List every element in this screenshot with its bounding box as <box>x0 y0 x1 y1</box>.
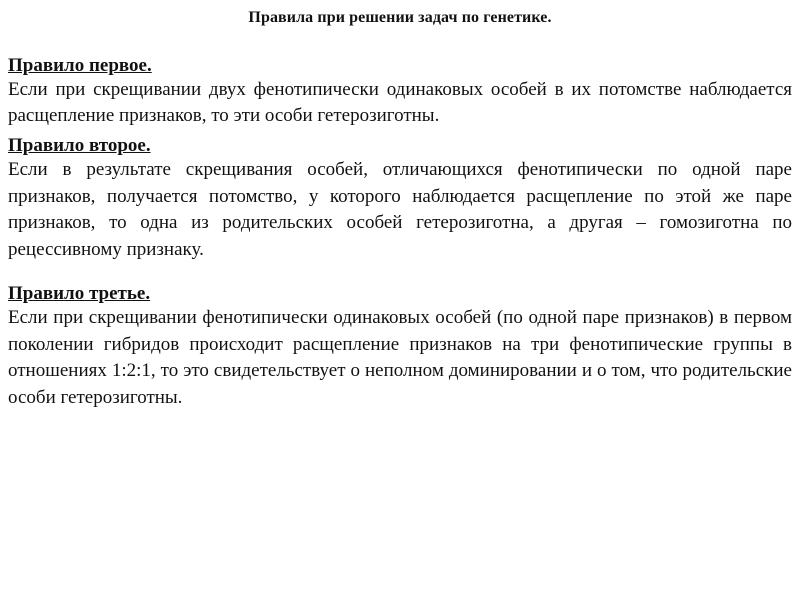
document-title: Правила при решении задач по генетике. <box>248 9 552 26</box>
rule-three-heading: Правило третье. <box>8 283 151 304</box>
rule-two <box>8 135 792 263</box>
rule-three-text: Если при скрещивании фенотипически одинаковых особей (по одной паре признаков) в первом поколении гибридов происходит расщепление признаков на три фенотипические группы в отношениях 1:2:1, то это свидетельствует о неполном доминировании и о том, что родительские особи гетерозиготны. <box>8 307 792 408</box>
rule-two-heading: Правило второе. <box>8 135 151 156</box>
rule-two-text: Если в результате скрещивания особей, отличающихся фенотипически по одной паре признаков, получается потомство, у которого наблюдается расщепление по этой же паре признаков, то одна из родительских особей гетерозиготна, а другая – гомозиготна по рецессивному признаку. <box>8 159 792 260</box>
rule-three <box>8 283 792 411</box>
rule-one-text: Если при скрещивании двух фенотипически одинаковых особей в их потомстве наблюдается расщепление признаков, то эти особи гетерозиготны. <box>8 79 792 126</box>
rule-one <box>8 55 792 129</box>
rule-one-heading: Правило первое. <box>8 55 152 76</box>
